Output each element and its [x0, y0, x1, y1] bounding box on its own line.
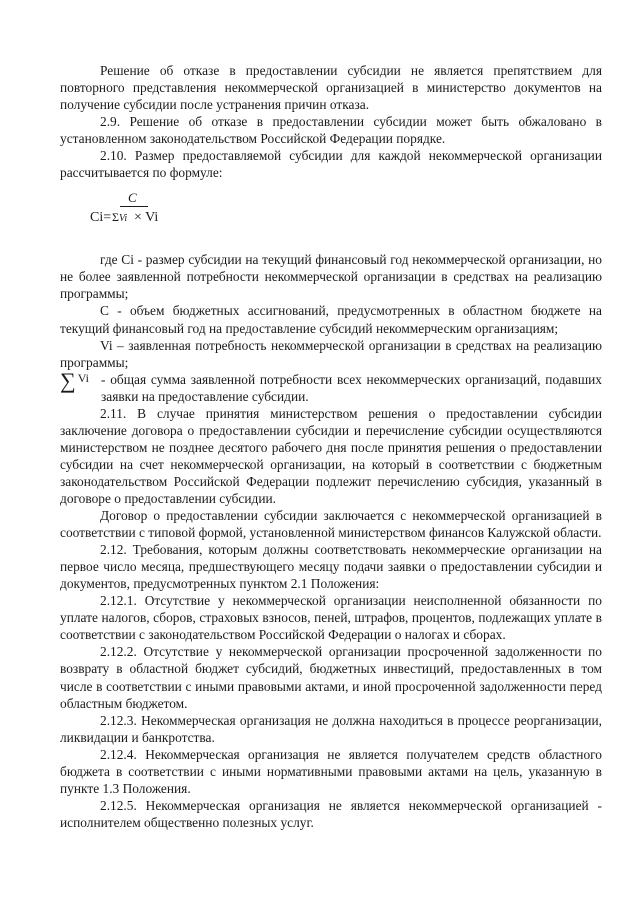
paragraph-2-12-2: 2.12.2. Отсутствие у некоммерческой организации просроченной задолженности по возврату в областной бюджет субсидий, бюджетных инвестиций, предоставленных в том числе в соответствии с иными правовыми актами, и иной просроченной задолженности перед областным бюджетом. [60, 644, 602, 711]
formula-lhs: Ci= [90, 210, 112, 226]
paragraph-refusal-not-obstacle: Решение об отказе в предоставлении субсидии не является препятствием для повторного представления некоммерческой организацией в министерство документов на получение субсидии после устранения причин отказа. [60, 63, 602, 113]
formula-denominator-var: Vi [118, 213, 128, 225]
paragraph-2-12: 2.12. Требования, которым должны соответствовать некоммерческие организации на первое число месяца, предшествующего месяцу подачи заявки о предоставлении субсидии и документов, предусмотренных пунктом 2.1 Положения: [60, 542, 602, 592]
paragraph-contract: Договор о предоставлении субсидии заключается с некоммерческой организацией в соответствии с типовой формой, установленной министерством финансов Калужской области. [60, 508, 602, 541]
paragraph-2-12-4: 2.12.4. Некоммерческая организация не является получателем средств областного бюджета в соответствии с иными нормативными правовыми актами на цель, указанную в пункте 1.3 Положения. [60, 746, 602, 796]
formula-rhs: × Vi [134, 210, 159, 226]
paragraph-2-12-1: 2.12.1. Отсутствие у некоммерческой организации неисполненной обязанности по уплате налогов, сборов, страховых взносов, пеней, штрафов, процентов, подлежащих уплате в соответствии с законодательством Российской Федерации о налогах и сборах. [60, 593, 602, 643]
paragraph-2-11: 2.11. В случае принятия министерством решения о предоставлении субсидии заключение договора о предоставлении субсидии и перечисление субсидии осуществляются министерством не позднее десятого рабочего дня после принятия решения о предоставлении субсидии на счет некоммерческой организации, на который в соответствии с бюджетным законодательством Российской Федерации подлежит перечислению субсидия, указанный в договоре о предоставлении субсидии. [60, 405, 602, 506]
formula-fraction-bar [120, 206, 148, 207]
paragraph-2-12-5: 2.12.5. Некоммерческая организация не является некоммерческой организацией - исполнителем общественно полезных услуг. [60, 797, 602, 830]
paragraph-2-10: 2.10. Размер предоставляемой субсидии для каждой некоммерческой организации рассчитывается по формуле: [60, 148, 602, 181]
paragraph-2-9: 2.9. Решение об отказе в предоставлении субсидии может быть обжаловано в установленном законодательством Российской Федерации порядке. [60, 114, 602, 147]
sum-symbol: ∑ [60, 367, 76, 393]
formula-numerator: C [128, 190, 137, 206]
definition-ci: где Ci - размер субсидии на текущий финансовый год некоммерческой организации, но не более заявленной потребности некоммерческой организации в средствах на реализацию программы; [60, 252, 602, 302]
formula-denominator [112, 209, 127, 227]
definition-vi: Vi – заявленная потребность некоммерческой организации в средствах на реализацию программы; [60, 337, 602, 370]
document-page [60, 62, 602, 831]
definition-sum-text: - общая сумма заявленной потребности всех некоммерческих организаций, подавших заявки на предоставление субсидии. [100, 371, 602, 404]
definition-sum-vi [60, 367, 602, 405]
paragraph-2-12-3: 2.12.3. Некоммерческая организация не должна находиться в процессе реорганизации, ликвидации и банкротства. [60, 712, 602, 745]
definition-c: C - объем бюджетных ассигнований, предусмотренных в областном бюджете на текущий финансовый год на предоставление субсидий некоммерческим организациям; [60, 303, 602, 336]
subsidy-formula [90, 189, 602, 239]
formula-sigma: Σ [112, 210, 119, 225]
sum-variable: Vi [77, 370, 89, 385]
